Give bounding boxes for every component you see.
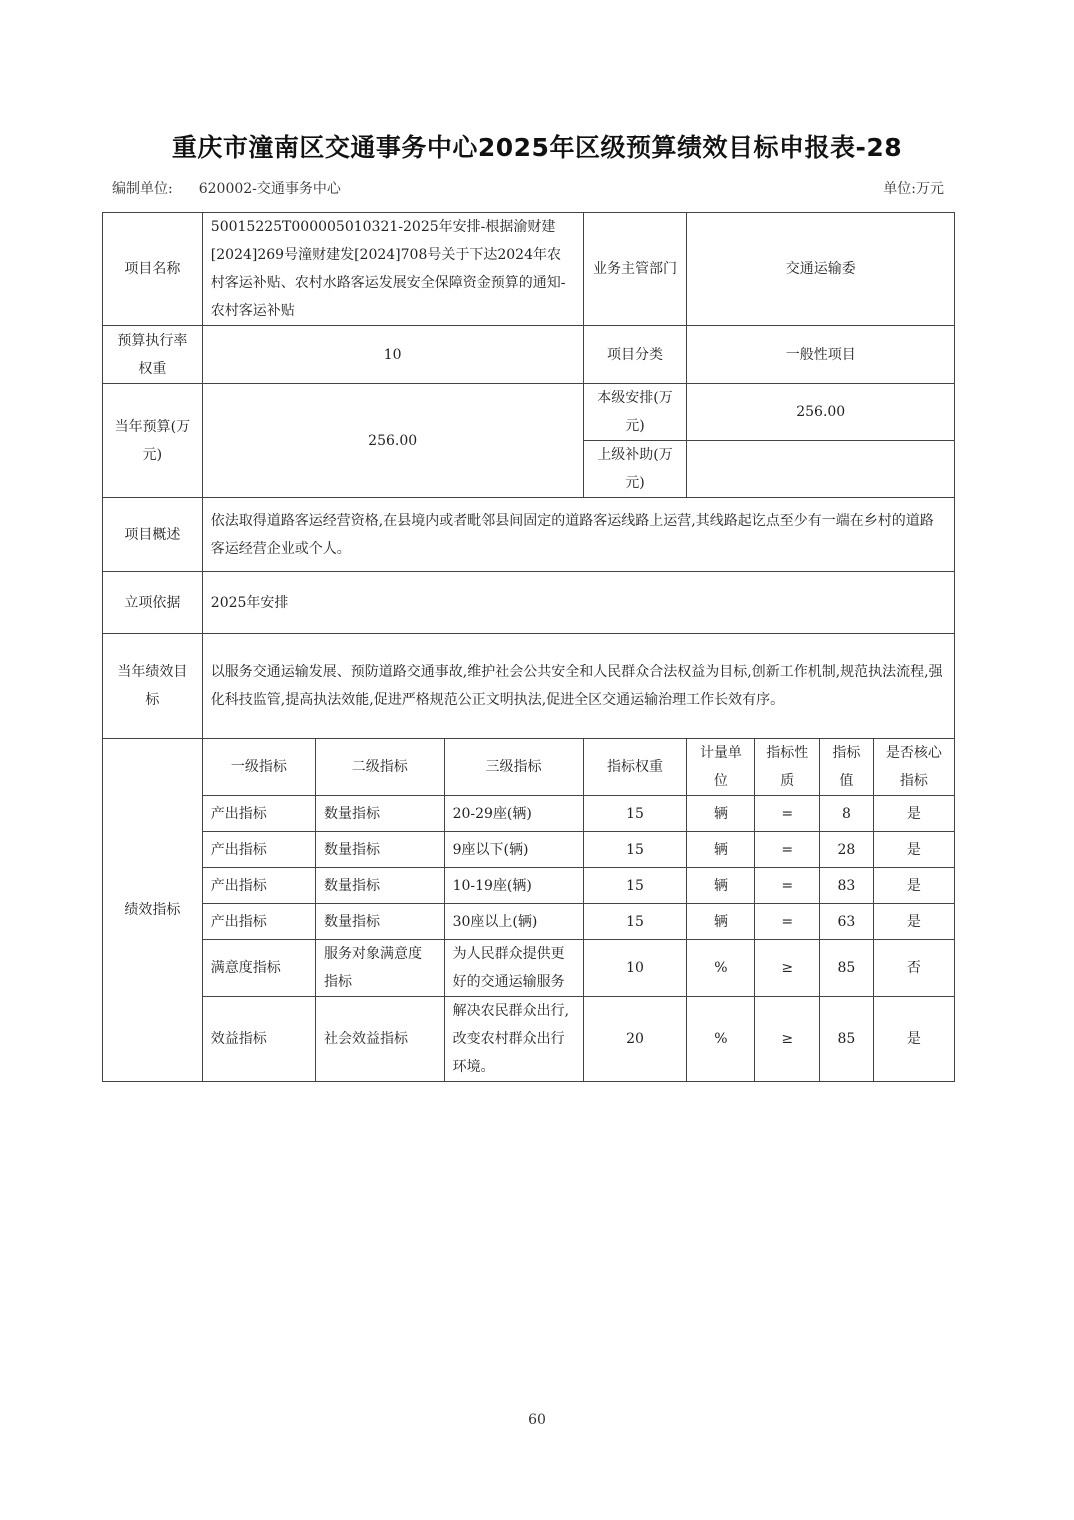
header-weight: 指标权重 [583, 739, 687, 796]
cell-unit: 辆 [687, 868, 755, 904]
header-value: 指标值 [820, 739, 874, 796]
cell-nature: = [755, 868, 820, 904]
currency-unit: 单位:万元 [883, 181, 944, 197]
cell-unit: % [687, 997, 755, 1082]
page-number: 60 [528, 1412, 546, 1428]
cell-nature: ≥ [755, 940, 820, 997]
table-row [103, 997, 955, 1082]
dept-value: 交通运输委 [687, 213, 955, 326]
cell-weight: 20 [583, 997, 687, 1082]
cell-core: 是 [873, 997, 954, 1082]
cell-level3: 20-29座(辆) [444, 796, 583, 832]
budget-label: 当年预算(万元) [103, 384, 203, 498]
cell-unit: 辆 [687, 796, 755, 832]
header-level2: 二级指标 [315, 739, 444, 796]
compiling-unit [112, 178, 341, 198]
table-row [103, 904, 955, 940]
upper-subsidy-value [687, 441, 955, 498]
table-row [103, 796, 955, 832]
cell-weight: 15 [583, 904, 687, 940]
cell-level3: 9座以下(辆) [444, 832, 583, 868]
cell-level1: 产出指标 [202, 868, 315, 904]
cell-value: 8 [820, 796, 874, 832]
cell-core: 否 [873, 940, 954, 997]
cell-weight: 15 [583, 796, 687, 832]
header-level1: 一级指标 [202, 739, 315, 796]
cell-nature: = [755, 796, 820, 832]
exec-rate-label: 预算执行率权重 [103, 326, 203, 384]
cell-value: 63 [820, 904, 874, 940]
header-level3: 三级指标 [444, 739, 583, 796]
cell-core: 是 [873, 832, 954, 868]
cell-nature: = [755, 832, 820, 868]
cell-level2: 数量指标 [315, 832, 444, 868]
cell-level3: 30座以上(辆) [444, 904, 583, 940]
cell-level1: 产出指标 [202, 904, 315, 940]
compiling-unit-value: 620002-交通事务中心 [198, 181, 341, 197]
indicators-section-label: 绩效指标 [103, 739, 203, 1082]
header-nature: 指标性质 [755, 739, 820, 796]
table-row [103, 868, 955, 904]
budget-performance-table [102, 212, 955, 1082]
exec-rate-value: 10 [202, 326, 583, 384]
project-name-value: 50015225T000005010321-2025年安排-根据渝财建[2024]269号潼财建发[2024]708号关于下达2024年农村客运补贴、农村水路客运发展安全保障资金预算的通知-农村客运补贴 [202, 213, 583, 326]
cell-level2: 服务对象满意度指标 [315, 940, 444, 997]
header-core: 是否核心指标 [873, 739, 954, 796]
table-row [103, 832, 955, 868]
cell-level1: 效益指标 [202, 997, 315, 1082]
project-name-label: 项目名称 [103, 213, 203, 326]
cell-core: 是 [873, 868, 954, 904]
basis-label: 立项依据 [103, 572, 203, 634]
cell-level3: 10-19座(辆) [444, 868, 583, 904]
cell-weight: 10 [583, 940, 687, 997]
cell-value: 85 [820, 997, 874, 1082]
header-unit: 计量单位 [687, 739, 755, 796]
cell-level1: 产出指标 [202, 832, 315, 868]
cell-weight: 15 [583, 832, 687, 868]
dept-label: 业务主管部门 [583, 213, 687, 326]
cell-value: 85 [820, 940, 874, 997]
cell-level2: 数量指标 [315, 868, 444, 904]
cell-nature: ≥ [755, 997, 820, 1082]
goal-value: 以服务交通运输发展、预防道路交通事故,维护社会公共安全和人民群众合法权益为目标,创新工作机制,规范执法流程,强化科技监管,提高执法效能,促进严格规范公正文明执法,促进全区交通运输治理工作长效有序。 [202, 634, 954, 739]
local-budget-label: 本级安排(万元) [583, 384, 687, 441]
compiling-unit-label: 编制单位: [112, 181, 173, 197]
cell-weight: 15 [583, 868, 687, 904]
cell-unit: 辆 [687, 904, 755, 940]
budget-value: 256.00 [202, 384, 583, 498]
cell-level2: 数量指标 [315, 904, 444, 940]
upper-subsidy-label: 上级补助(万元) [583, 441, 687, 498]
cell-unit: 辆 [687, 832, 755, 868]
local-budget-value: 256.00 [687, 384, 955, 441]
cell-level3: 解决农民群众出行,改变农村群众出行环境。 [444, 997, 583, 1082]
goal-label: 当年绩效目标 [103, 634, 203, 739]
cell-core: 是 [873, 796, 954, 832]
category-label: 项目分类 [583, 326, 687, 384]
cell-level2: 社会效益指标 [315, 997, 444, 1082]
cell-value: 83 [820, 868, 874, 904]
cell-level2: 数量指标 [315, 796, 444, 832]
table-row [103, 940, 955, 997]
cell-nature: = [755, 904, 820, 940]
cell-core: 是 [873, 904, 954, 940]
cell-value: 28 [820, 832, 874, 868]
cell-level3: 为人民群众提供更好的交通运输服务 [444, 940, 583, 997]
overview-value: 依法取得道路客运经营资格,在县境内或者毗邻县间固定的道路客运线路上运营,其线路起讫点至少有一端在乡村的道路客运经营企业或个人。 [202, 498, 954, 572]
overview-label: 项目概述 [103, 498, 203, 572]
page-title: 重庆市潼南区交通事务中心2025年区级预算绩效目标申报表-28 [171, 133, 903, 162]
category-value: 一般性项目 [687, 326, 955, 384]
basis-value: 2025年安排 [202, 572, 954, 634]
cell-level1: 产出指标 [202, 796, 315, 832]
cell-level1: 满意度指标 [202, 940, 315, 997]
cell-unit: % [687, 940, 755, 997]
